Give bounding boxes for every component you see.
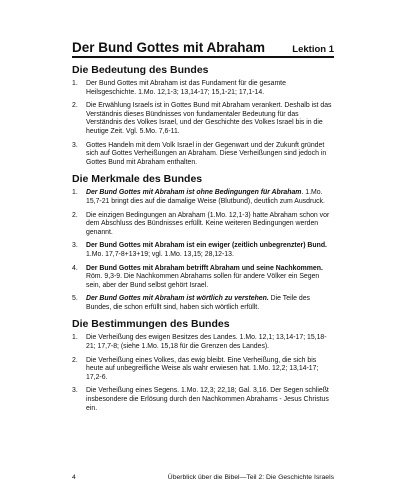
- list-item: [72, 357, 334, 383]
- item-text: [86, 242, 334, 259]
- item-text: Die Erwählung Israels ist in Gottes Bund mit Abraham verankert. Deshalb ist das Verständnis dieses Bündnisses von fundamentaler Bedeutung für das Verständnis des Volkes Israel, und der Geschichte des Volkes Israel bis in die heutige Zeit. Vgl. 5.Mo. 7,6-11.: [86, 102, 332, 135]
- item-number: 1.: [72, 334, 78, 342]
- item-emphasis: Der Bund Gottes mit Abraham ist ohne Bedingungen für Abraham: [86, 189, 302, 197]
- item-number: 3.: [72, 387, 78, 395]
- item-number: 4.: [72, 264, 78, 272]
- item-number: 3.: [72, 242, 78, 250]
- item-number: 2.: [72, 356, 78, 364]
- list-item: [72, 189, 334, 206]
- item-rest: . 1.Mo. 15,7-21 bringt dies auf die damalige Weise (Blutbund), deutlich zum Ausdruck.: [86, 189, 325, 205]
- section-heading-merkmale: Die Merkmale des Bundes: [72, 173, 203, 186]
- section-heading-bestimmungen: Die Bestimmungen des Bundes: [72, 318, 230, 331]
- title-row: [72, 40, 334, 58]
- page-number: 4: [72, 474, 76, 481]
- list-item: [72, 242, 334, 259]
- list-item: [72, 387, 334, 413]
- item-number: 1.: [72, 189, 78, 197]
- item-rest: Die Teile des Bundes, die schon erfüllt sind, haben sich wörtlich erfüllt.: [86, 295, 311, 311]
- section-list-bedeutung: [72, 80, 334, 167]
- item-number: 3.: [72, 141, 78, 149]
- item-text: [86, 265, 334, 291]
- page-footer: [72, 474, 334, 481]
- item-number: 1.: [72, 80, 78, 87]
- list-item: [72, 295, 334, 312]
- section-list-merkmale: [72, 189, 334, 312]
- section-list-bestimmungen: [72, 334, 334, 413]
- list-item: [72, 80, 334, 97]
- item-text: Die Verheißung eines Segens. 1.Mo. 12,3; 22,18; Gal. 3,16. Der Segen schließt insbesondere die Erlösung durch den Nachkommen Abrahams - Jesus Christus ein.: [86, 387, 329, 412]
- item-text: Die Verheißung des ewigen Besitzes des Landes. 1.Mo. 12,1; 13,14-17; 15,18-21; 17,7-8; (siehe 1.Mo. 15,18 für die Grenzen des Landes).: [86, 334, 327, 351]
- item-text: [86, 295, 334, 312]
- item-text: Die Verheißung eines Volkes, das ewig bleibt. Eine Verheißung, die sich bis heute auf unbegreifliche Weise als wahr erwiesen hat. 1.Mo. 12,2; 13,14-17; 17,2-6.: [86, 356, 319, 381]
- list-item: [72, 102, 334, 136]
- list-item: [72, 334, 334, 351]
- item-emphasis: Der Bund Gottes mit Abraham ist ein ewiger (zeitlich unbegrenzter) Bund.: [86, 242, 327, 250]
- item-number: 2.: [72, 211, 78, 219]
- item-text: Gottes Handeln mit dem Volk Israel in der Gegenwart und der Zukunft gründet sich auf Gottes Verheißungen an Abraham. Diese Verheißungen sind jedoch in Gottes Bund mit Abraham enthalten.: [86, 141, 327, 166]
- lesson-label: Lektion 1: [292, 44, 334, 55]
- list-item: [72, 212, 334, 238]
- section-heading-bedeutung: Die Bedeutung des Bundes: [72, 64, 209, 76]
- list-item: [72, 142, 334, 168]
- footer-text: Überblick über die Bibel—Teil 2: Die Geschichte Israels: [167, 474, 334, 481]
- item-number: 5.: [72, 295, 78, 303]
- item-rest: Röm. 9,3-9. Die Nachkommen Abrahams sollen für andere Völker ein Segen sein, aber der Bund selbst gehört Israel.: [86, 273, 320, 289]
- item-text: Der Bund Gottes mit Abraham ist das Fundament für die gesamte Heilsgeschichte. 1.Mo. 12,1-3; 13,14-17; 15,1-21; 17,1-14.: [86, 80, 286, 96]
- item-emphasis: Der Bund Gottes mit Abraham betrifft Abraham und seine Nachkommen.: [86, 264, 323, 272]
- item-text: Die einzigen Bedingungen an Abraham (1.Mo. 12,1-3) hatte Abraham schon vor dem Abschluss des Bündnisses erfüllt. Keine weiteren Bedingungen werden genannt.: [86, 211, 330, 236]
- item-number: 2.: [72, 102, 78, 110]
- item-emphasis: Der Bund Gottes mit Abraham ist wörtlich zu verstehen.: [86, 295, 269, 303]
- list-item: [72, 265, 334, 291]
- document-title: Der Bund Gottes mit Abraham: [72, 40, 266, 55]
- item-text: [86, 189, 334, 206]
- item-rest: 1.Mo. 17,7-8+13+19; vgl. 1.Mo. 13,15; 28,12-13.: [86, 250, 234, 258]
